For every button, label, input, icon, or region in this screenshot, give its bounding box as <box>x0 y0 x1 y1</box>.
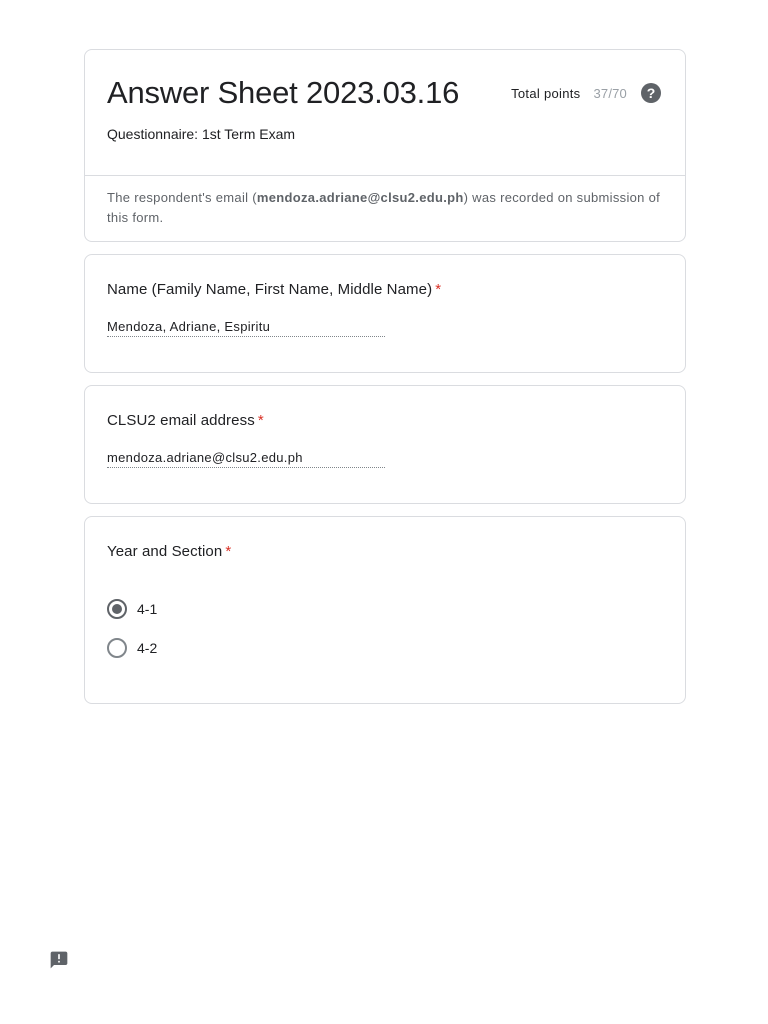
respondent-email: mendoza.adriane@clsu2.edu.ph <box>256 190 464 205</box>
form-header-card <box>84 49 686 242</box>
answer-text: Mendoza, Adriane, Espiritu <box>107 319 385 337</box>
total-points <box>511 80 661 106</box>
email-note-prefix: The respondent's email ( <box>107 190 257 205</box>
required-mark: * <box>225 543 232 560</box>
feedback-icon[interactable] <box>49 950 69 970</box>
question-title-text: Year and Section <box>107 543 223 560</box>
question-card-year-section <box>84 516 686 704</box>
help-circle-icon[interactable]: ? <box>641 83 661 103</box>
total-points-label: Total points <box>511 85 581 101</box>
header-top-section <box>85 50 685 176</box>
option-label: 4-2 <box>137 640 158 656</box>
question-title <box>107 543 231 560</box>
form-subtitle: Questionnaire: 1st Term Exam <box>107 126 296 142</box>
question-title <box>107 281 441 298</box>
radio-checked-icon[interactable] <box>107 599 127 619</box>
question-title-text: Name (Family Name, First Name, Middle Name) <box>107 281 433 298</box>
question-card-email <box>84 385 686 504</box>
radio-unchecked-icon[interactable] <box>107 638 127 658</box>
question-title <box>107 412 264 429</box>
radio-option-4-2[interactable] <box>107 638 157 658</box>
option-label: 4-1 <box>137 601 158 617</box>
question-card-name <box>84 254 686 373</box>
required-mark: * <box>257 412 264 429</box>
required-mark: * <box>435 281 442 298</box>
form-title: Answer Sheet 2023.03.16 <box>107 75 460 110</box>
email-recorded-note <box>107 188 667 228</box>
email-note-suffix: ) was recorded on submission of this form. <box>107 190 661 225</box>
total-points-value: 37/70 <box>593 85 627 101</box>
question-title-text: CLSU2 email address <box>107 412 255 429</box>
answer-text: mendoza.adriane@clsu2.edu.ph <box>107 450 385 468</box>
radio-option-4-1[interactable] <box>107 599 157 619</box>
